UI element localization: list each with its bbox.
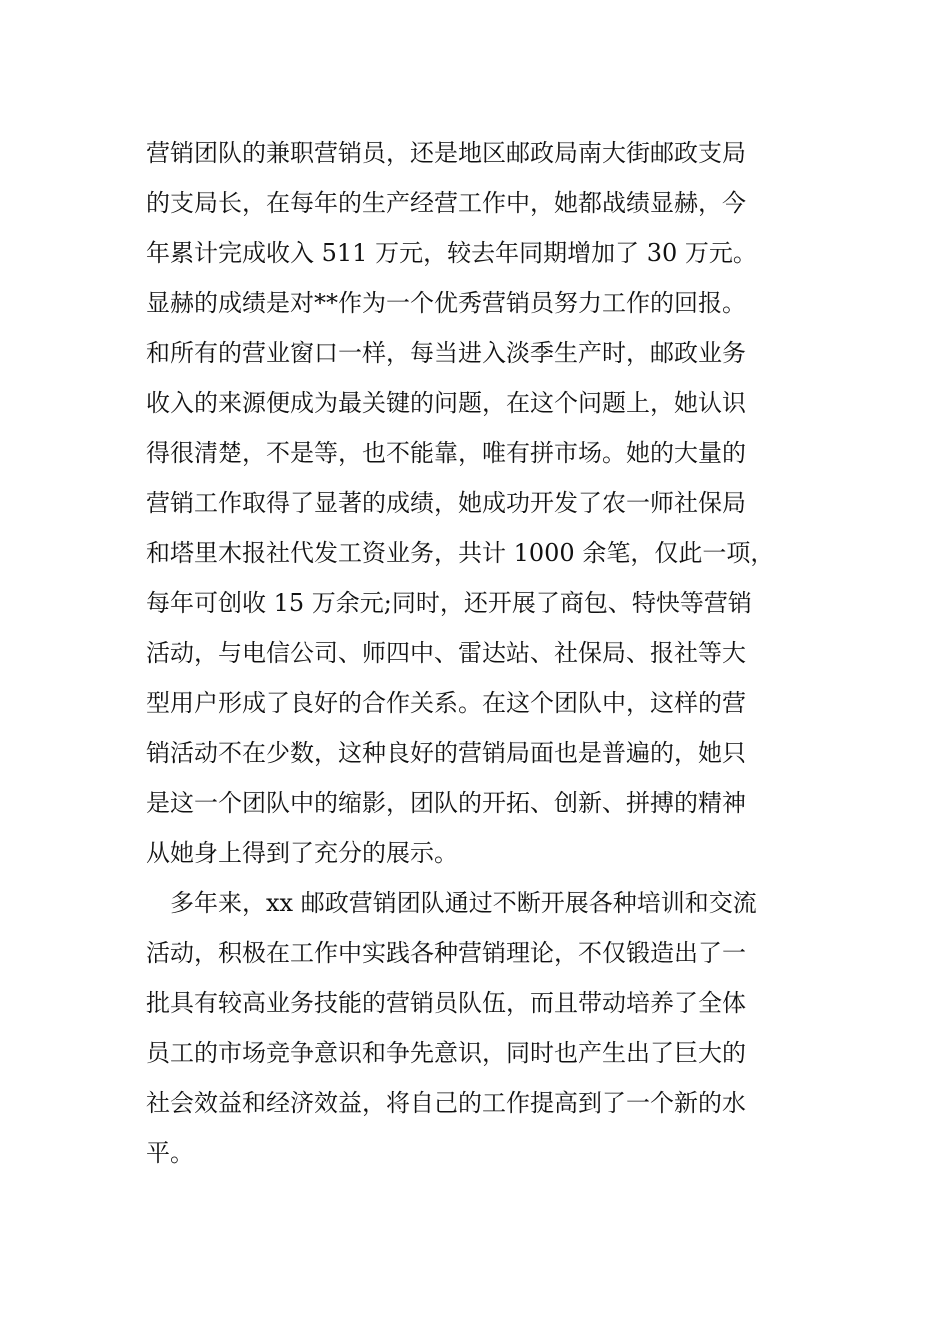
text-line: 从她身上得到了充分的展示。 — [146, 839, 458, 867]
text-line: 营销团队的兼职营销员，还是地区邮政局南大街邮政支局 — [146, 139, 746, 167]
text-line: 社会效益和经济效益，将自己的工作提高到了一个新的水 — [146, 1089, 746, 1117]
text-line: 得很清楚，不是等，也不能靠，唯有拼市场。她的大量的 — [146, 439, 746, 467]
body-text — [146, 128, 826, 1178]
text-line: 型用户形成了良好的合作关系。在这个团队中，这样的营 — [146, 689, 746, 717]
text-line: 营销工作取得了显著的成绩，她成功开发了农一师社保局 — [146, 489, 746, 517]
text-line: 活动，与电信公司、师四中、雷达站、社保局、报社等大 — [146, 639, 746, 667]
text-line: 和塔里木报社代发工资业务，共计 1000 余笔，仅此一项， — [146, 539, 775, 567]
text-line: 平。 — [146, 1139, 194, 1167]
text-line: 显赫的成绩是对**作为一个优秀营销员努力工作的回报。 — [146, 289, 746, 317]
text-line: 批具有较高业务技能的营销员队伍，而且带动培养了全体 — [146, 989, 746, 1017]
text-line: 和所有的营业窗口一样，每当进入淡季生产时，邮政业务 — [146, 339, 746, 367]
text-line: 销活动不在少数，这种良好的营销局面也是普遍的，她只 — [146, 739, 746, 767]
text-line: 年累计完成收入 511 万元，较去年同期增加了 30 万元。 — [146, 239, 757, 267]
text-line: 的支局长，在每年的生产经营工作中，她都战绩显赫，今 — [146, 189, 746, 217]
text-line: 员工的市场竞争意识和争先意识，同时也产生出了巨大的 — [146, 1039, 746, 1067]
text-line: 多年来，xx 邮政营销团队通过不断开展各种培训和交流 — [146, 889, 757, 917]
text-line: 收入的来源便成为最关键的问题，在这个问题上，她认识 — [146, 389, 746, 417]
text-line: 活动，积极在工作中实践各种营销理论，不仅锻造出了一 — [146, 939, 746, 967]
text-line: 每年可创收 15 万余元;同时，还开展了商包、特快等营销 — [146, 589, 752, 617]
text-line: 是这一个团队中的缩影，团队的开拓、创新、拼搏的精神 — [146, 789, 746, 817]
